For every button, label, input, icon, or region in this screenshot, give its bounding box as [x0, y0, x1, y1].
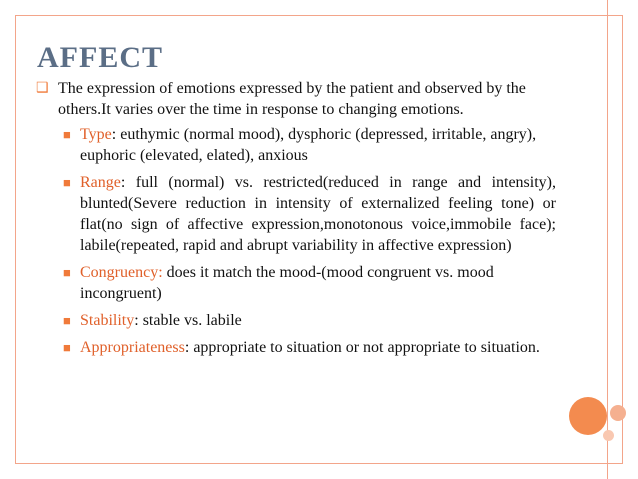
filled-square-bullet-icon: ■ — [63, 265, 71, 280]
hollow-square-bullet-icon: ❑ — [36, 81, 49, 96]
filled-square-bullet-icon: ■ — [63, 127, 71, 142]
list-item-stability — [36, 310, 556, 331]
item-label: Range — [80, 174, 121, 191]
item-label: Stability — [80, 312, 135, 329]
item-text: appropriate to situation or not appropriate to situation. — [193, 339, 540, 356]
decorative-circle-small — [603, 430, 614, 441]
list-item-appropriateness — [36, 337, 556, 358]
filled-square-bullet-icon: ■ — [63, 340, 71, 355]
slide-content — [36, 78, 556, 358]
intro-paragraph — [36, 78, 556, 120]
decorative-circle-large — [569, 397, 607, 435]
filled-square-bullet-icon: ■ — [63, 175, 71, 190]
decorative-circle-medium — [610, 405, 626, 421]
item-separator: : — [111, 126, 121, 143]
item-label: Appropriateness — [80, 339, 185, 356]
item-text: does it match the mood-(mood congruent vs. mood incongruent) — [80, 264, 494, 302]
item-separator: : — [184, 339, 194, 356]
filled-square-bullet-icon: ■ — [63, 313, 71, 328]
decorative-vertical-line — [607, 0, 608, 479]
item-label: Type — [80, 126, 112, 143]
item-label: Congruency: — [80, 264, 163, 281]
item-text: stable vs. labile — [142, 312, 242, 329]
list-item-type — [36, 124, 556, 166]
list-item-range — [36, 172, 556, 256]
slide-title: AFFECT — [37, 41, 163, 74]
item-separator: : — [134, 312, 143, 329]
item-text: full (normal) vs. restricted(reduced in range and intensity), blunted(Severe reduction in intensity of externalized feeling tone) or flat(no sign of affective expression,monotonous voice,immobile face); labile(repeated, rapid and abrupt variability in affective expression) — [80, 174, 556, 254]
item-separator: : — [120, 174, 136, 191]
item-text: euthymic (normal mood), dysphoric (depressed, irritable, angry), euphoric (elevated, elated), anxious — [80, 126, 537, 164]
list-item-congruency — [36, 262, 556, 304]
intro-text: The expression of emotions expressed by the patient and observed by the others.It varies over the time in response to changing emotions. — [58, 80, 526, 118]
